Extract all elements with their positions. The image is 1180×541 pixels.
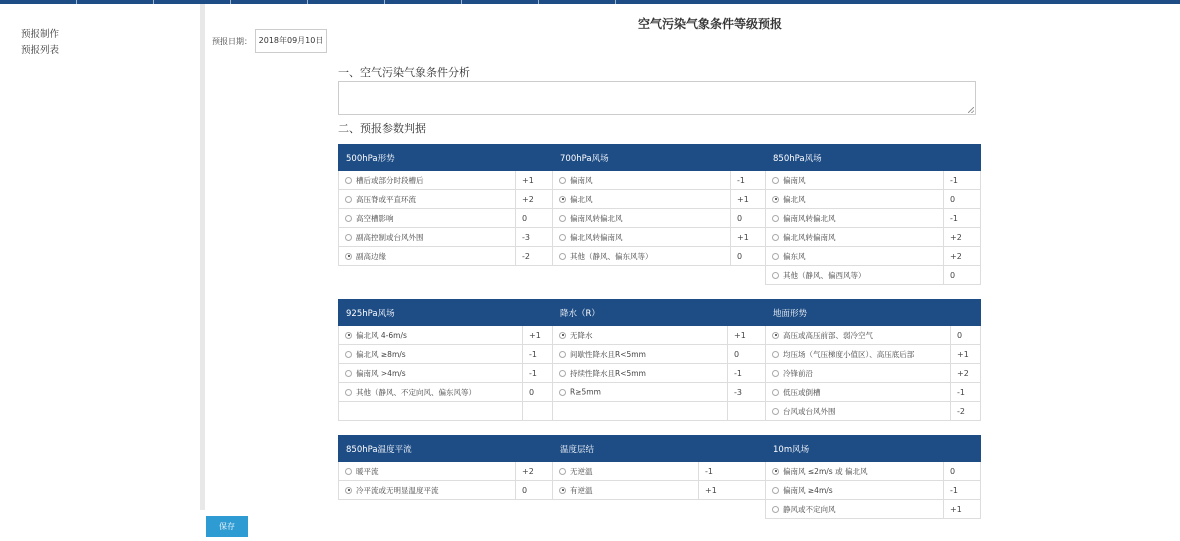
option-cell[interactable]	[766, 345, 951, 364]
option-score: +1	[944, 500, 981, 519]
option-cell[interactable]	[339, 326, 523, 345]
option-score: 0	[731, 209, 766, 228]
option-score: +2	[516, 462, 553, 481]
table-row[interactable]	[553, 383, 766, 402]
radio-icon[interactable]	[559, 370, 566, 377]
table-row[interactable]	[339, 209, 553, 228]
option-score: -1	[944, 481, 981, 500]
option-cell[interactable]	[553, 383, 728, 402]
radio-icon[interactable]	[772, 370, 779, 377]
radio-icon[interactable]	[345, 215, 352, 222]
option-score: +2	[951, 364, 981, 383]
option-cell[interactable]	[766, 266, 944, 285]
param-table	[552, 144, 766, 266]
radio-selected-icon[interactable]	[345, 332, 352, 339]
option-cell[interactable]	[766, 209, 944, 228]
option-score: +1	[951, 345, 981, 364]
option-label: 偏北风	[783, 194, 806, 204]
option-label: 偏南风转偏北风	[570, 213, 623, 223]
option-label: 其他（静风、偏西风等）	[783, 270, 866, 280]
option-score: +1	[728, 326, 766, 345]
param-table	[552, 435, 766, 500]
option-score: 0	[516, 209, 553, 228]
table-row[interactable]	[766, 326, 981, 345]
option-label: 冷锋前沿	[783, 368, 813, 378]
radio-icon[interactable]	[559, 234, 566, 241]
option-cell[interactable]	[339, 481, 516, 500]
param-table-header: 温度层结	[553, 436, 766, 462]
param-table	[552, 299, 766, 421]
option-cell[interactable]	[553, 481, 699, 500]
nav-divider	[461, 0, 462, 4]
radio-icon[interactable]	[345, 351, 352, 358]
option-score: -1	[944, 171, 981, 190]
option-score: -1	[523, 345, 553, 364]
option-cell[interactable]	[766, 481, 944, 500]
option-label: 偏南风	[570, 175, 593, 185]
option-cell[interactable]	[339, 383, 523, 402]
table-row[interactable]	[553, 190, 766, 209]
option-cell[interactable]	[553, 228, 731, 247]
option-cell[interactable]	[766, 364, 951, 383]
table-row[interactable]	[339, 345, 553, 364]
radio-icon[interactable]	[345, 468, 352, 475]
table-row	[339, 402, 553, 421]
radio-icon[interactable]	[772, 177, 779, 184]
radio-icon[interactable]	[772, 253, 779, 260]
radio-icon[interactable]	[772, 234, 779, 241]
page-title: 空气污染气象条件等级预报	[637, 17, 782, 31]
option-label: 偏南风	[783, 175, 806, 185]
radio-icon[interactable]	[345, 177, 352, 184]
table-row[interactable]	[339, 481, 553, 500]
option-label: 副高边缘	[356, 251, 386, 261]
option-label: 高空槽影响	[356, 213, 394, 223]
table-row[interactable]	[553, 462, 766, 481]
option-label: 偏北风 ≥8m/s	[356, 349, 406, 359]
radio-icon[interactable]	[345, 370, 352, 377]
option-cell	[553, 402, 728, 421]
option-cell[interactable]	[339, 462, 516, 481]
option-score: 0	[731, 247, 766, 266]
table-row[interactable]	[766, 481, 981, 500]
option-cell[interactable]	[339, 209, 516, 228]
radio-icon[interactable]	[772, 487, 779, 494]
option-cell[interactable]	[553, 190, 731, 209]
section-params-title: 二、预报参数判据	[338, 122, 426, 135]
option-score: 0	[523, 383, 553, 402]
option-label: R≥5mm	[570, 387, 601, 397]
sidebar-divider	[200, 4, 205, 510]
option-score: +1	[699, 481, 766, 500]
option-cell[interactable]	[553, 171, 731, 190]
option-score: -1	[728, 364, 766, 383]
option-label: 无逆温	[570, 466, 593, 476]
option-cell[interactable]	[553, 326, 728, 345]
table-row[interactable]	[553, 228, 766, 247]
sidebar	[0, 4, 200, 541]
option-cell[interactable]	[553, 247, 731, 266]
forecast-date-input[interactable]: 2018年09月10日	[255, 29, 327, 53]
option-cell[interactable]	[766, 462, 944, 481]
option-label: 偏南风 ≥4m/s	[783, 485, 833, 495]
option-score: -2	[516, 247, 553, 266]
param-table	[338, 144, 553, 266]
nav-divider	[307, 0, 308, 4]
nav-divider	[384, 0, 385, 4]
option-label: 高压脊或平直环流	[356, 194, 416, 204]
table-row[interactable]	[766, 190, 981, 209]
table-row[interactable]	[766, 266, 981, 285]
option-label: 其他（静风、偏东风等）	[570, 251, 653, 261]
option-cell[interactable]	[553, 364, 728, 383]
radio-selected-icon[interactable]	[772, 332, 779, 339]
radio-selected-icon[interactable]	[345, 487, 352, 494]
option-label: 偏北风转偏南风	[783, 232, 836, 242]
param-table-header: 降水（R）	[553, 300, 766, 326]
param-table-header: 500hPa形势	[339, 145, 553, 171]
section-analysis-title: 一、空气污染气象条件分析	[338, 66, 470, 79]
option-score: 0	[944, 462, 981, 481]
option-label: 偏南风转偏北风	[783, 213, 836, 223]
option-score: 0	[516, 481, 553, 500]
param-table-header: 925hPa风场	[339, 300, 553, 326]
table-row[interactable]	[766, 228, 981, 247]
table-row[interactable]	[766, 402, 981, 421]
option-cell[interactable]	[339, 190, 516, 209]
option-score	[523, 402, 553, 421]
sidebar-item-forecast-create[interactable]: 预报制作	[21, 29, 60, 40]
table-row[interactable]	[339, 190, 553, 209]
option-score: -1	[944, 209, 981, 228]
option-score: +1	[731, 228, 766, 247]
option-label: 偏北风转偏南风	[570, 232, 623, 242]
param-table-header: 850hPa风场	[766, 145, 981, 171]
param-table-header: 地面形势	[766, 300, 981, 326]
radio-icon[interactable]	[772, 389, 779, 396]
option-score: 0	[944, 266, 981, 285]
radio-icon[interactable]	[559, 389, 566, 396]
param-table-header: 700hPa风场	[553, 145, 766, 171]
table-row[interactable]	[339, 326, 553, 345]
table-row[interactable]	[339, 228, 553, 247]
option-label: 偏东风	[783, 251, 806, 261]
param-table-header: 10m风场	[766, 436, 981, 462]
save-button[interactable]: 保存	[206, 516, 248, 537]
option-score: -3	[516, 228, 553, 247]
table-row[interactable]	[766, 247, 981, 266]
nav-divider	[538, 0, 539, 4]
option-label: 高压或高压前部、弱冷空气	[783, 330, 873, 340]
table-row	[553, 402, 766, 421]
radio-icon[interactable]	[559, 253, 566, 260]
option-score: -1	[731, 171, 766, 190]
option-label: 冷平流或无明显温度平流	[356, 485, 439, 495]
table-row[interactable]	[553, 364, 766, 383]
option-label: 槽后或部分时段槽后	[356, 175, 424, 185]
table-row[interactable]	[553, 247, 766, 266]
table-row[interactable]	[553, 326, 766, 345]
param-table-header: 850hPa温度平流	[339, 436, 553, 462]
option-cell[interactable]	[766, 190, 944, 209]
analysis-textarea[interactable]	[338, 81, 976, 115]
option-label: 均压场（气压梯度小值区）、高压底后部	[783, 349, 915, 359]
option-score: -2	[951, 402, 981, 421]
table-row[interactable]	[339, 364, 553, 383]
option-cell[interactable]	[553, 345, 728, 364]
radio-selected-icon[interactable]	[772, 196, 779, 203]
option-score: -3	[728, 383, 766, 402]
option-label: 低压或倒槽	[783, 387, 821, 397]
option-cell[interactable]	[766, 500, 944, 519]
option-cell[interactable]	[766, 247, 944, 266]
option-label: 台风或台风外围	[783, 406, 836, 416]
option-label: 副高控制或台风外围	[356, 232, 424, 242]
radio-selected-icon[interactable]	[559, 487, 566, 494]
option-cell[interactable]	[339, 364, 523, 383]
radio-icon[interactable]	[559, 177, 566, 184]
sidebar-item-forecast-list[interactable]: 预报列表	[21, 45, 60, 56]
option-score: 0	[728, 345, 766, 364]
table-row[interactable]	[553, 481, 766, 500]
option-cell[interactable]	[339, 345, 523, 364]
radio-selected-icon[interactable]	[559, 332, 566, 339]
table-row[interactable]	[339, 462, 553, 481]
option-score: +2	[944, 247, 981, 266]
radio-icon[interactable]	[772, 272, 779, 279]
option-label: 间歇性降水且R<5mm	[570, 349, 646, 359]
table-row[interactable]	[339, 247, 553, 266]
option-score: -1	[951, 383, 981, 402]
radio-icon[interactable]	[345, 234, 352, 241]
table-row[interactable]	[766, 500, 981, 519]
option-cell[interactable]	[766, 228, 944, 247]
option-score	[728, 402, 766, 421]
option-cell[interactable]	[766, 171, 944, 190]
option-cell[interactable]	[766, 326, 951, 345]
option-label: 有逆温	[570, 485, 593, 495]
option-cell[interactable]	[339, 171, 516, 190]
option-cell[interactable]	[766, 383, 951, 402]
option-score: +2	[944, 228, 981, 247]
table-row[interactable]	[553, 345, 766, 364]
radio-selected-icon[interactable]	[345, 253, 352, 260]
option-label: 暖平流	[356, 466, 379, 476]
table-row[interactable]	[553, 171, 766, 190]
radio-selected-icon[interactable]	[772, 468, 779, 475]
option-label: 偏北风	[570, 194, 593, 204]
radio-icon[interactable]	[772, 506, 779, 513]
option-label: 持续性降水且R<5mm	[570, 368, 646, 378]
option-score: -1	[523, 364, 553, 383]
option-cell[interactable]	[339, 247, 516, 266]
radio-selected-icon[interactable]	[559, 196, 566, 203]
table-row[interactable]	[339, 383, 553, 402]
table-row[interactable]	[766, 364, 981, 383]
param-table	[765, 299, 981, 421]
table-row[interactable]	[766, 171, 981, 190]
option-score: 0	[944, 190, 981, 209]
option-label: 偏南风 >4m/s	[356, 368, 406, 378]
option-cell[interactable]	[766, 402, 951, 421]
table-row[interactable]	[339, 171, 553, 190]
param-table	[338, 435, 553, 500]
option-label: 静风或不定向风	[783, 504, 836, 514]
radio-icon[interactable]	[772, 215, 779, 222]
option-cell[interactable]	[553, 209, 731, 228]
table-row[interactable]	[766, 383, 981, 402]
option-label: 无降水	[570, 330, 593, 340]
option-cell	[339, 402, 523, 421]
option-cell[interactable]	[553, 462, 699, 481]
radio-icon[interactable]	[559, 468, 566, 475]
resize-grip-icon[interactable]	[968, 107, 974, 113]
radio-icon[interactable]	[345, 389, 352, 396]
param-table	[765, 144, 981, 285]
param-table	[338, 299, 553, 421]
table-row[interactable]	[766, 462, 981, 481]
option-score: +1	[731, 190, 766, 209]
option-score: 0	[951, 326, 981, 345]
option-cell[interactable]	[339, 228, 516, 247]
table-row[interactable]	[553, 209, 766, 228]
radio-icon[interactable]	[772, 351, 779, 358]
option-label: 其他（静风、不定向风、偏东风等）	[356, 387, 476, 397]
option-score: -1	[699, 462, 766, 481]
radio-icon[interactable]	[559, 215, 566, 222]
radio-icon[interactable]	[345, 196, 352, 203]
option-label: 偏北风 4-6m/s	[356, 330, 407, 340]
option-score: +2	[516, 190, 553, 209]
table-row[interactable]	[766, 345, 981, 364]
option-label: 偏南风 ≤2m/s 或 偏北风	[783, 466, 868, 476]
nav-divider	[230, 0, 231, 4]
radio-icon[interactable]	[772, 408, 779, 415]
forecast-date-label: 预报日期：	[212, 37, 252, 46]
table-row[interactable]	[766, 209, 981, 228]
param-table	[765, 435, 981, 519]
option-score: +1	[523, 326, 553, 345]
radio-icon[interactable]	[559, 351, 566, 358]
option-score: +1	[516, 171, 553, 190]
nav-divider	[615, 0, 616, 4]
